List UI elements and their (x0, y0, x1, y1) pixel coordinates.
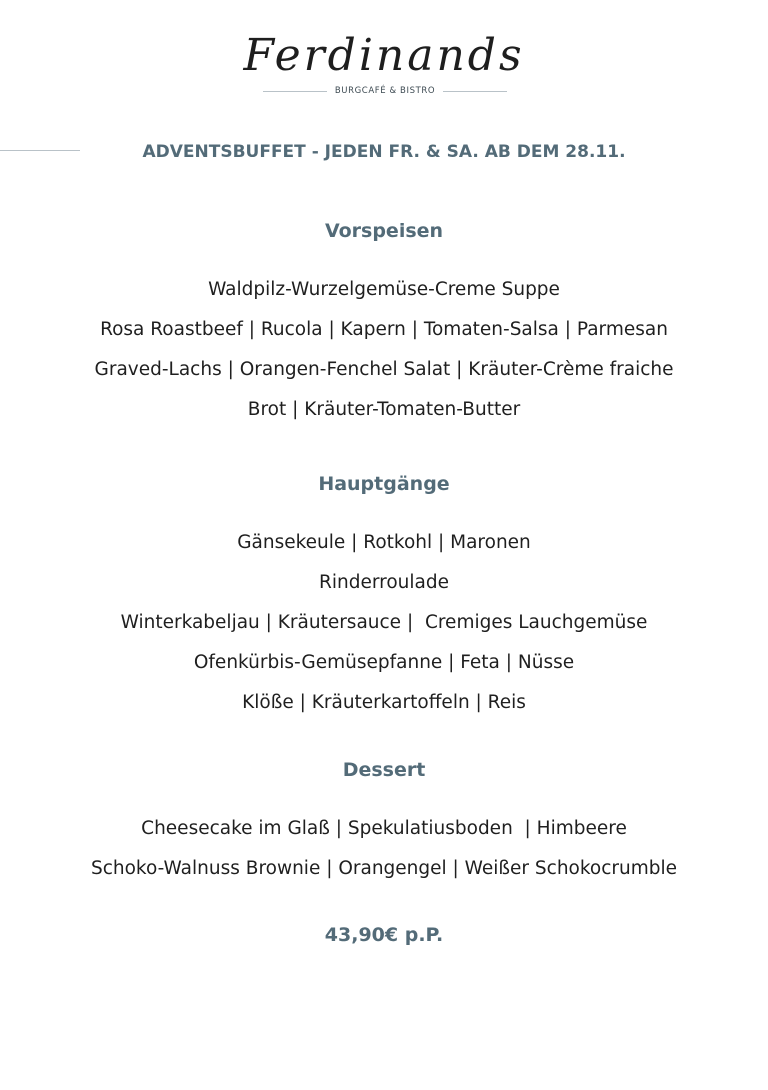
menu-item: Brot | Kräuter-Tomaten-Butter (247, 399, 521, 420)
logo-subtitle: BURGCAFÉ & BISTRO (334, 86, 436, 96)
logo-divider-right (443, 91, 507, 92)
logo-divider-left (263, 91, 327, 92)
section-title-vorspeisen: Vorspeisen (324, 220, 444, 242)
menu-item: Klöße | Kräuterkartoffeln | Reis (242, 692, 526, 713)
menu-item: Winterkabeljau | Kräutersauce | Cremiges Lauchgemüse (120, 612, 648, 633)
price: 43,90€ p.P. (324, 924, 444, 946)
menu-item: Cheesecake im Glaß | Spekulatiusboden | Himbeere (141, 818, 627, 839)
menu-item: Waldpilz-Wurzelgemüse-Creme Suppe (208, 279, 560, 300)
logo (0, 28, 768, 84)
logo-wordmark: Ferdinands (243, 30, 525, 81)
menu-item: Graved-Lachs | Orangen-Fenchel Salat | Kräuter-Crème fraiche (94, 359, 674, 380)
menu-item: Rinderroulade (319, 572, 449, 593)
section-title-hauptgaenge: Hauptgänge (318, 473, 450, 495)
menu-item: Rosa Roastbeef | Rucola | Kapern | Tomaten-Salsa | Parmesan (100, 319, 668, 340)
menu-item: Gänsekeule | Rotkohl | Maronen (237, 532, 531, 553)
menu-item: Ofenkürbis-Gemüsepfanne | Feta | Nüsse (193, 652, 575, 673)
menu-item: Schoko-Walnuss Brownie | Orangengel | Weißer Schokocrumble (90, 858, 678, 879)
logo-subtitle-row (263, 84, 507, 98)
section-title-dessert: Dessert (342, 759, 426, 781)
page-title: ADVENTSBUFFET - JEDEN FR. & SA. AB DEM 28.11. (142, 142, 626, 162)
